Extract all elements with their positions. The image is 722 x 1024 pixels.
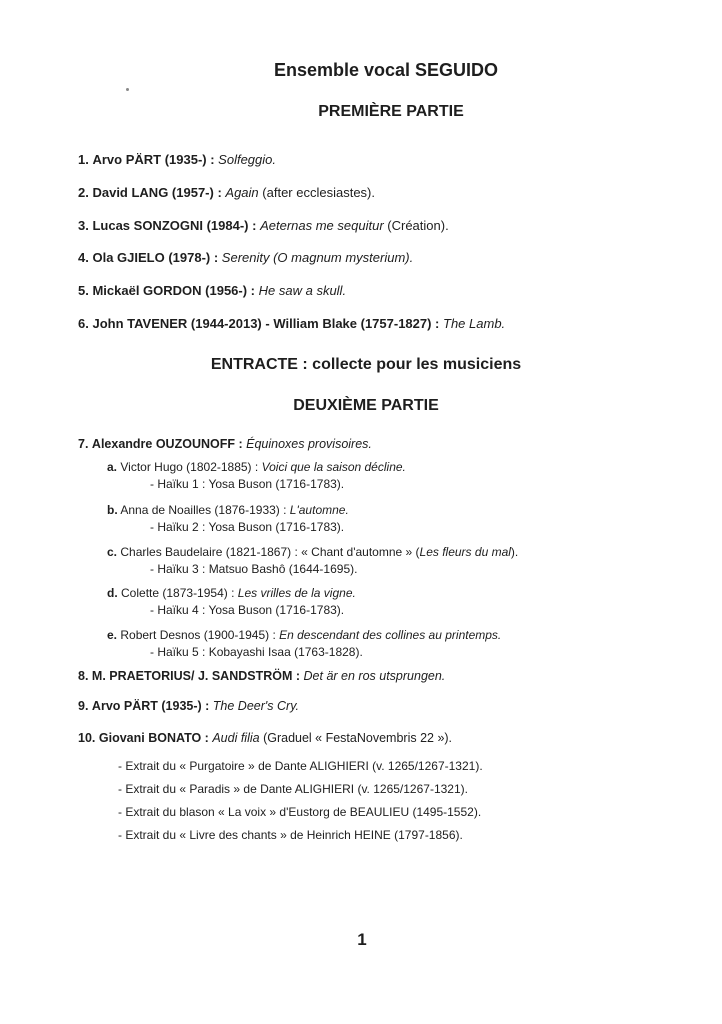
program-item-3: 3. Lucas SONZOGNI (1984-) : Aeternas me sequitur (Création). xyxy=(78,218,449,233)
page-number: 1 xyxy=(357,930,367,949)
program-item-10: 10. Giovani BONATO : Audi filia (Graduel « FestaNovembris 22 »). xyxy=(78,731,453,745)
entracte-heading: ENTRACTE : collecte pour les musiciens xyxy=(210,356,522,373)
program-item-9: 9. Arvo PÄRT (1935-) : The Deer's Cry. xyxy=(78,699,299,713)
haiku-2: - Haïku 2 : Yosa Buson (1716-1783). xyxy=(150,520,345,534)
program-item-2: 2. David LANG (1957-) : Again (after ecclesiastes). xyxy=(78,185,375,200)
extract-2: - Extrait du « Paradis » de Dante ALIGHIERI (v. 1265/1267-1321). xyxy=(118,782,468,796)
program-item-5: 5. Mickaël GORDON (1956-) : He saw a skull. xyxy=(78,283,347,298)
extract-4: - Extrait du « Livre des chants » de Heinrich HEINE (1797-1856). xyxy=(118,828,463,842)
haiku-1: - Haïku 1 : Yosa Buson (1716-1783). xyxy=(150,477,345,491)
program-item-8: 8. M. PRAETORIUS/ J. SANDSTRÖM : Det är en ros utsprungen. xyxy=(78,669,446,683)
scan-speck xyxy=(126,88,129,91)
program-item-1: 1. Arvo PÄRT (1935-) : Solfeggio. xyxy=(78,152,276,167)
part2-heading: DEUXIÈME PARTIE xyxy=(293,397,439,414)
sub-item-a: a. Victor Hugo (1802-1885) : Voici que la saison décline. xyxy=(107,460,406,474)
haiku-4: - Haïku 4 : Yosa Buson (1716-1783). xyxy=(150,603,345,617)
sub-item-c: c. Charles Baudelaire (1821-1867) : « Chant d'automne » (Les fleurs du mal). xyxy=(107,545,519,559)
part1-heading: PREMIÈRE PARTIE xyxy=(318,103,464,120)
haiku-3: - Haïku 3 : Matsuo Bashô (1644-1695). xyxy=(150,562,358,576)
haiku-5: - Haïku 5 : Kobayashi Isaa (1763-1828). xyxy=(150,645,363,659)
program-item-4: 4. Ola GJIELO (1978-) : Serenity (O magnum mysterium). xyxy=(78,250,414,265)
extract-3: - Extrait du blason « La voix » d'Eustorg de BEAULIEU (1495-1552). xyxy=(118,805,482,819)
program-item-7: 7. Alexandre OUZOUNOFF : Équinoxes provisoires. xyxy=(78,437,372,451)
program-item-6: 6. John TAVENER (1944-2013) - William Blake (1757-1827) : The Lamb. xyxy=(78,316,506,331)
extract-1: - Extrait du « Purgatoire » de Dante ALIGHIERI (v. 1265/1267-1321). xyxy=(118,759,483,773)
sub-item-e: e. Robert Desnos (1900-1945) : En descendant des collines au printemps. xyxy=(107,628,502,642)
sub-item-b: b. Anna de Noailles (1876-1933) : L'automne. xyxy=(107,503,349,517)
sub-item-d: d. Colette (1873-1954) : Les vrilles de la vigne. xyxy=(107,586,356,600)
ensemble-title: Ensemble vocal SEGUIDO xyxy=(273,60,499,80)
